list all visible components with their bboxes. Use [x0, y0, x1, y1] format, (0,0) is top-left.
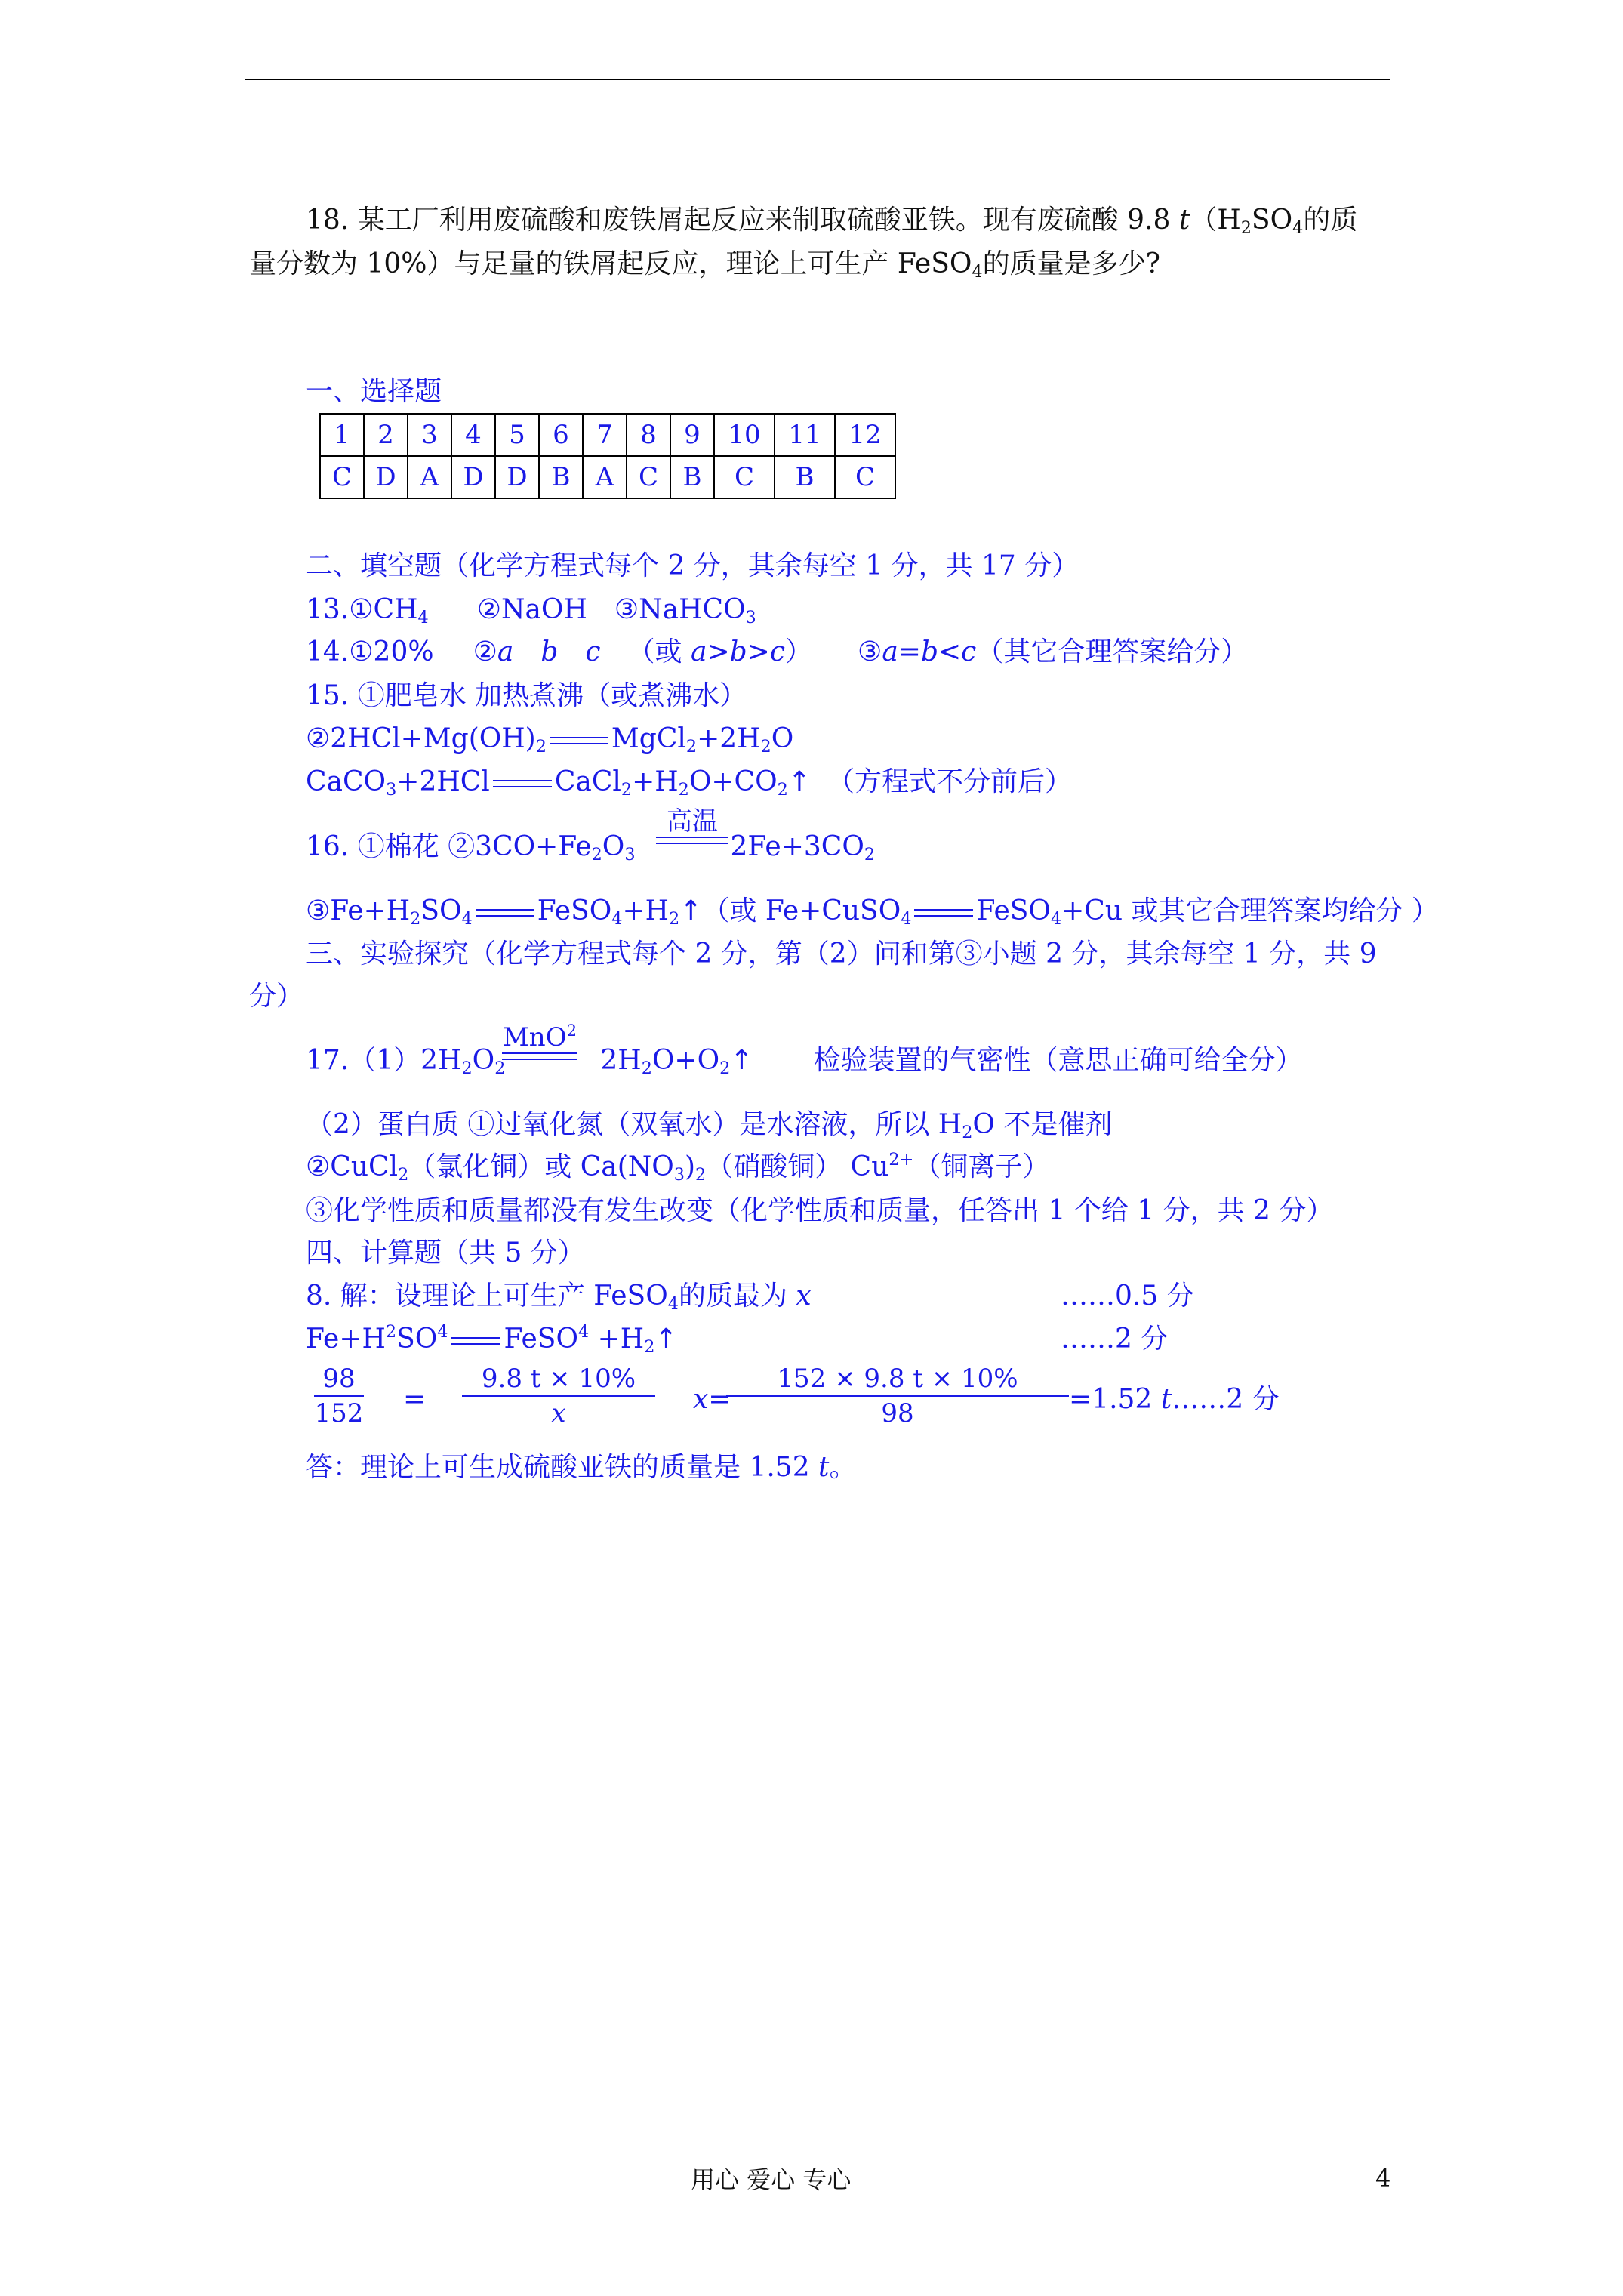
section-3-title-line-2: 分） [249, 981, 304, 1012]
fraction-calculation: 152 × 9.8 t × 10% 98 [726, 1362, 1069, 1430]
score-2: ……2 分 [1061, 1324, 1169, 1354]
fraction-98-over-152: 98 152 [314, 1364, 364, 1428]
table-cell: 9 [670, 414, 714, 456]
reaction-condition-catalyst: MnO$^2$ [502, 1022, 577, 1060]
equals-sign [550, 737, 608, 744]
footer-motto: 用心 爱心 专心 [691, 2165, 852, 2194]
table-cell: D [451, 456, 495, 498]
table-cell: 5 [495, 414, 539, 456]
table-cell: 11 [775, 414, 835, 456]
section-4-title: 四、计算题（共 5 分） [306, 1237, 585, 1268]
equals-text: = [403, 1384, 427, 1415]
table-cell: 2 [364, 414, 408, 456]
up-arrow-icon: ↑ [730, 1045, 753, 1076]
fraction-given-over-x: 9.8 t × 10% x [462, 1362, 655, 1430]
table-cell: 4 [451, 414, 495, 456]
answer-16-line-2: $③Fe+H_2SO_4$ $FeSO_4+H_2↑$（或 Fe+CuSO$_4$ FeSO$_4$+Cu 或其它合理答案均给分 ） [306, 895, 1439, 929]
equals-sign [914, 909, 973, 917]
answer-14: 14.①20% ②a b c （或 a>b>c） ③a=b<c（其它合理答案给分） [306, 636, 1249, 667]
table-cell: C [320, 456, 364, 498]
page-number: 4 [1375, 2164, 1391, 2193]
question-18-line-2: 量分数为 10%）与足量的铁屑起反应，理论上可生产 FeSO$_4$的质量是多少? [249, 248, 1160, 282]
x-equals: x= [693, 1384, 731, 1415]
answer-17-line-4: ③化学性质和质量都没有发生改变（化学性质和质量，任答出 1 个给 1 分，共 2 分） [306, 1195, 1334, 1226]
table-cell: B [670, 456, 714, 498]
solution-line-1: 8. 解：设理论上可生产 FeSO$_4$的质最为 x [306, 1281, 812, 1314]
table-cell: C [627, 456, 670, 498]
answer-13: $13.①CH_4$ ②NaOH ③NaHCO$_3$ [306, 594, 756, 628]
table-cell: D [495, 456, 539, 498]
solution-equation: $Fe+H^2SO^4$ FeSO$^4$ $+H_2↑$ [306, 1322, 678, 1358]
up-arrow-icon: ↑ [787, 766, 811, 797]
reaction-condition-high-temp: 高温 [656, 806, 728, 844]
table-cell: B [539, 456, 583, 498]
table-row-answers [320, 456, 895, 498]
calculation-result: =1.52 t……2 分 [1069, 1384, 1280, 1415]
table-cell: B [775, 456, 835, 498]
up-arrow-icon: ↑ [654, 1324, 678, 1354]
table-cell: 7 [583, 414, 627, 456]
table-row-numbers [320, 414, 895, 456]
final-answer: 答：理论上可生成硫酸亚铁的质量是 1.52 t。 [306, 1452, 857, 1483]
answer-table [319, 413, 896, 499]
answer-17-line-1: $17.(1)2H_2O_2$ $2H_2O+O_2↑$ 检验装置的气密性（意思正确可给全分） [306, 1045, 1303, 1079]
up-arrow-icon: ↑ [679, 895, 703, 926]
answer-15-line-3: CaCO$_3$+2HCl $CaCl_2+H_2O+CO_2↑$ （方程式不分前后） [306, 766, 1072, 800]
answer-15-line-2: $②2HCl+Mg(OH)_2$ $MgCl_2+2H_2O$ [306, 723, 794, 757]
header-rule [245, 79, 1390, 80]
equals-sign [451, 1337, 500, 1345]
table-cell: A [408, 456, 451, 498]
answer-16-line-1: 16. ①棉花 $②3CO+Fe_2O_3$ $2Fe+3CO_2$ [306, 831, 876, 865]
table-cell: 8 [627, 414, 670, 456]
table-cell: 10 [714, 414, 775, 456]
answer-17-line-3: ②CuCl$_2$（氯化铜）或 $Ca(NO_3)_2$（硝酸铜） $Cu^{2+}$（铜离子） [306, 1150, 1050, 1185]
question-18-line-1: 18. 某工厂利用废硫酸和废铁屑起反应来制取硫酸亚铁。现有废硫酸 9.8 $t(H_2SO_4$的质 [306, 205, 1358, 239]
table-cell: A [583, 456, 627, 498]
table-cell: 6 [539, 414, 583, 456]
equals-sign [476, 909, 534, 917]
score-1: ……0.5 分 [1061, 1281, 1194, 1311]
table-cell: 3 [408, 414, 451, 456]
section-2-title: 二、填空题（化学方程式每个 2 分，其余每空 1 分，共 17 分） [306, 550, 1079, 581]
answer-15-line-1: 15. ①肥皂水 加热煮沸（或煮沸水） [306, 680, 747, 711]
table-cell: 1 [320, 414, 364, 456]
answer-17-line-2: （2）蛋白质 ①过氧化氮（双氧水）是水溶液，所以 $H_2O$ 不是催剂 [306, 1109, 1113, 1143]
table-cell: C [714, 456, 775, 498]
equals-sign [493, 780, 552, 787]
table-cell: C [835, 456, 895, 498]
section-3-title-line-1: 三、实验探究（化学方程式每个 2 分，第（2）问和第③小题 2 分，其余每空 1 分，共 9 [306, 938, 1377, 969]
table-cell: 12 [835, 414, 895, 456]
section-1-title: 一、选择题 [306, 376, 442, 407]
table-cell: D [364, 456, 408, 498]
